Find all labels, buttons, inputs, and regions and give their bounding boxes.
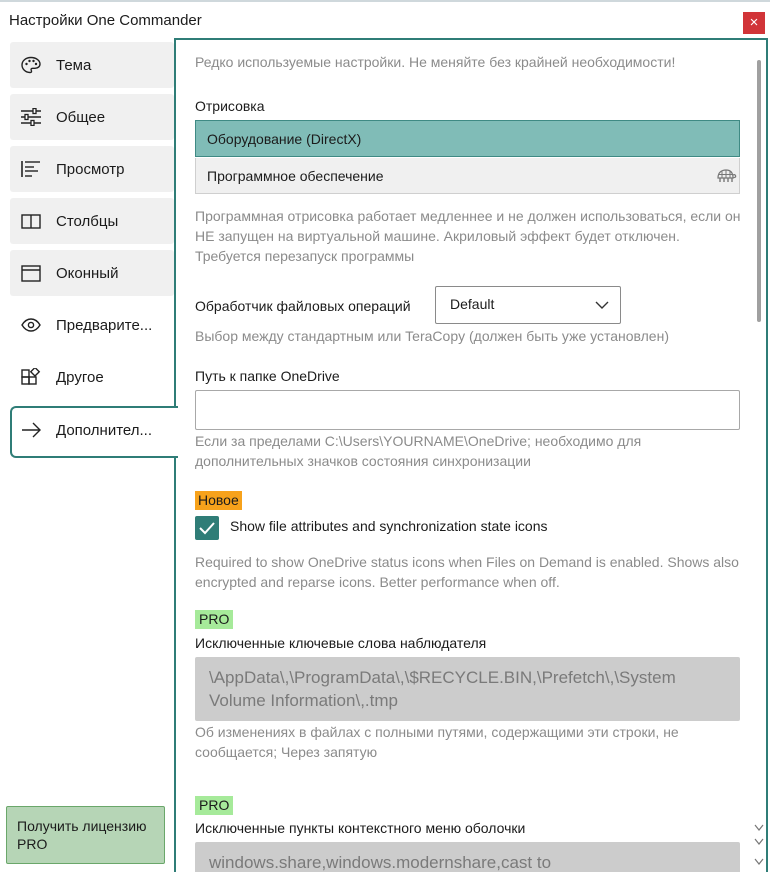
- option-label: Программное обеспечение: [207, 168, 384, 184]
- sidebar-item-advanced[interactable]: [10, 406, 178, 458]
- rendering-option-software[interactable]: [195, 158, 740, 194]
- intro-text: Редко используемые настройки. Не меняйте без крайней необходимости!: [195, 54, 676, 70]
- watcher-keywords-value: \AppData\,\ProgramData\,\$RECYCLE.BIN,\Prefetch\,\System Volume Information\,.tmp: [209, 668, 676, 710]
- onedrive-label: Путь к папке OneDrive: [195, 368, 340, 384]
- sidebar-item-label: Предварите...: [56, 317, 153, 334]
- turtle-icon: [715, 167, 737, 185]
- sidebar-item-label: Столбцы: [56, 213, 119, 230]
- file-ops-label: Обработчик файловых операций: [195, 298, 411, 314]
- title-bar: [0, 2, 770, 38]
- sliders-icon: [20, 108, 42, 126]
- arrow-right-icon: [20, 421, 42, 439]
- eye-icon: [20, 316, 42, 334]
- onedrive-path-input[interactable]: [195, 390, 740, 430]
- file-ops-dropdown[interactable]: [435, 286, 621, 324]
- scroll-down-icon[interactable]: [754, 824, 764, 832]
- file-ops-value: Default: [450, 296, 495, 312]
- scroll-down-icon[interactable]: [754, 838, 764, 846]
- close-icon: ×: [749, 14, 759, 31]
- window-title: Настройки One Commander: [9, 12, 202, 29]
- list-icon: [20, 160, 42, 178]
- close-button[interactable]: [743, 12, 765, 34]
- context-menu-label: Исключенные пункты контекстного меню оболочки: [195, 820, 526, 836]
- sidebar-item-view[interactable]: [10, 146, 174, 192]
- sidebar-item-theme[interactable]: [10, 42, 174, 88]
- sidebar-item-general[interactable]: [10, 94, 174, 140]
- pro-badge: PRO: [195, 796, 233, 815]
- rendering-description: Программная отрисовка работает медленнее и не должен использоваться, если он НЕ запущен на виртуальной машине. Акриловый эффект будет отключен. Требуется перезапуск программы: [195, 208, 741, 264]
- new-badge: Новое: [195, 491, 242, 510]
- sidebar-item-label: Тема: [56, 57, 92, 74]
- sidebar-item-label: Дополнител...: [56, 422, 153, 439]
- sidebar-item-label: Общее: [56, 109, 106, 126]
- option-label: Оборудование (DirectX): [207, 131, 362, 147]
- scrollbar-thumb[interactable]: [757, 60, 761, 322]
- sidebar-item-label: Другое: [56, 369, 104, 386]
- palette-icon: [20, 56, 42, 74]
- chevron-down-icon: [594, 299, 610, 311]
- sidebar-item-preview[interactable]: [10, 302, 174, 348]
- context-menu-exclusions-value: windows.share,windows.modernshare,cast to: [209, 853, 552, 872]
- attributes-checkbox-label[interactable]: Show file attributes and synchronization state icons: [230, 518, 548, 534]
- sidebar-item-label: Оконный: [56, 265, 119, 282]
- settings-panel: [174, 38, 768, 872]
- watcher-keywords-input[interactable]: [195, 657, 740, 721]
- rendering-label: Отрисовка: [195, 98, 265, 114]
- columns-icon: [20, 212, 42, 230]
- scroll-down-icon[interactable]: [754, 858, 764, 866]
- watcher-description: Об изменениях в файлах с полными путями, содержащими эти строки, не сообщается; Через запятую: [195, 724, 679, 760]
- rendering-option-hardware[interactable]: [195, 120, 740, 157]
- watcher-label: Исключенные ключевые слова наблюдателя: [195, 635, 487, 651]
- file-ops-description: Выбор между стандартным или TeraCopy (должен быть уже установлен): [195, 328, 669, 344]
- sidebar-item-columns[interactable]: [10, 198, 174, 244]
- sidebar: [0, 38, 176, 872]
- window-icon: [20, 264, 42, 282]
- sidebar-item-other[interactable]: [10, 354, 174, 400]
- sidebar-item-label: Просмотр: [56, 161, 125, 178]
- apps-add-icon: [20, 368, 42, 386]
- get-license-button[interactable]: Получить лицензию PRO: [6, 806, 165, 864]
- checkmark-icon: [198, 520, 216, 536]
- vertical-scrollbar[interactable]: [752, 54, 766, 872]
- sidebar-item-windowed[interactable]: [10, 250, 174, 296]
- attributes-description: Required to show OneDrive status icons when Files on Demand is enabled. Shows also encrypted and reparse icons. Better performance when off.: [195, 554, 739, 590]
- context-menu-exclusions-input[interactable]: [195, 842, 740, 872]
- pro-badge: PRO: [195, 610, 233, 629]
- attributes-checkbox[interactable]: [195, 516, 219, 540]
- onedrive-description: Если за пределами C:\Users\YOURNAME\OneDrive; необходимо для дополнительных значков состояния синхронизации: [195, 433, 642, 469]
